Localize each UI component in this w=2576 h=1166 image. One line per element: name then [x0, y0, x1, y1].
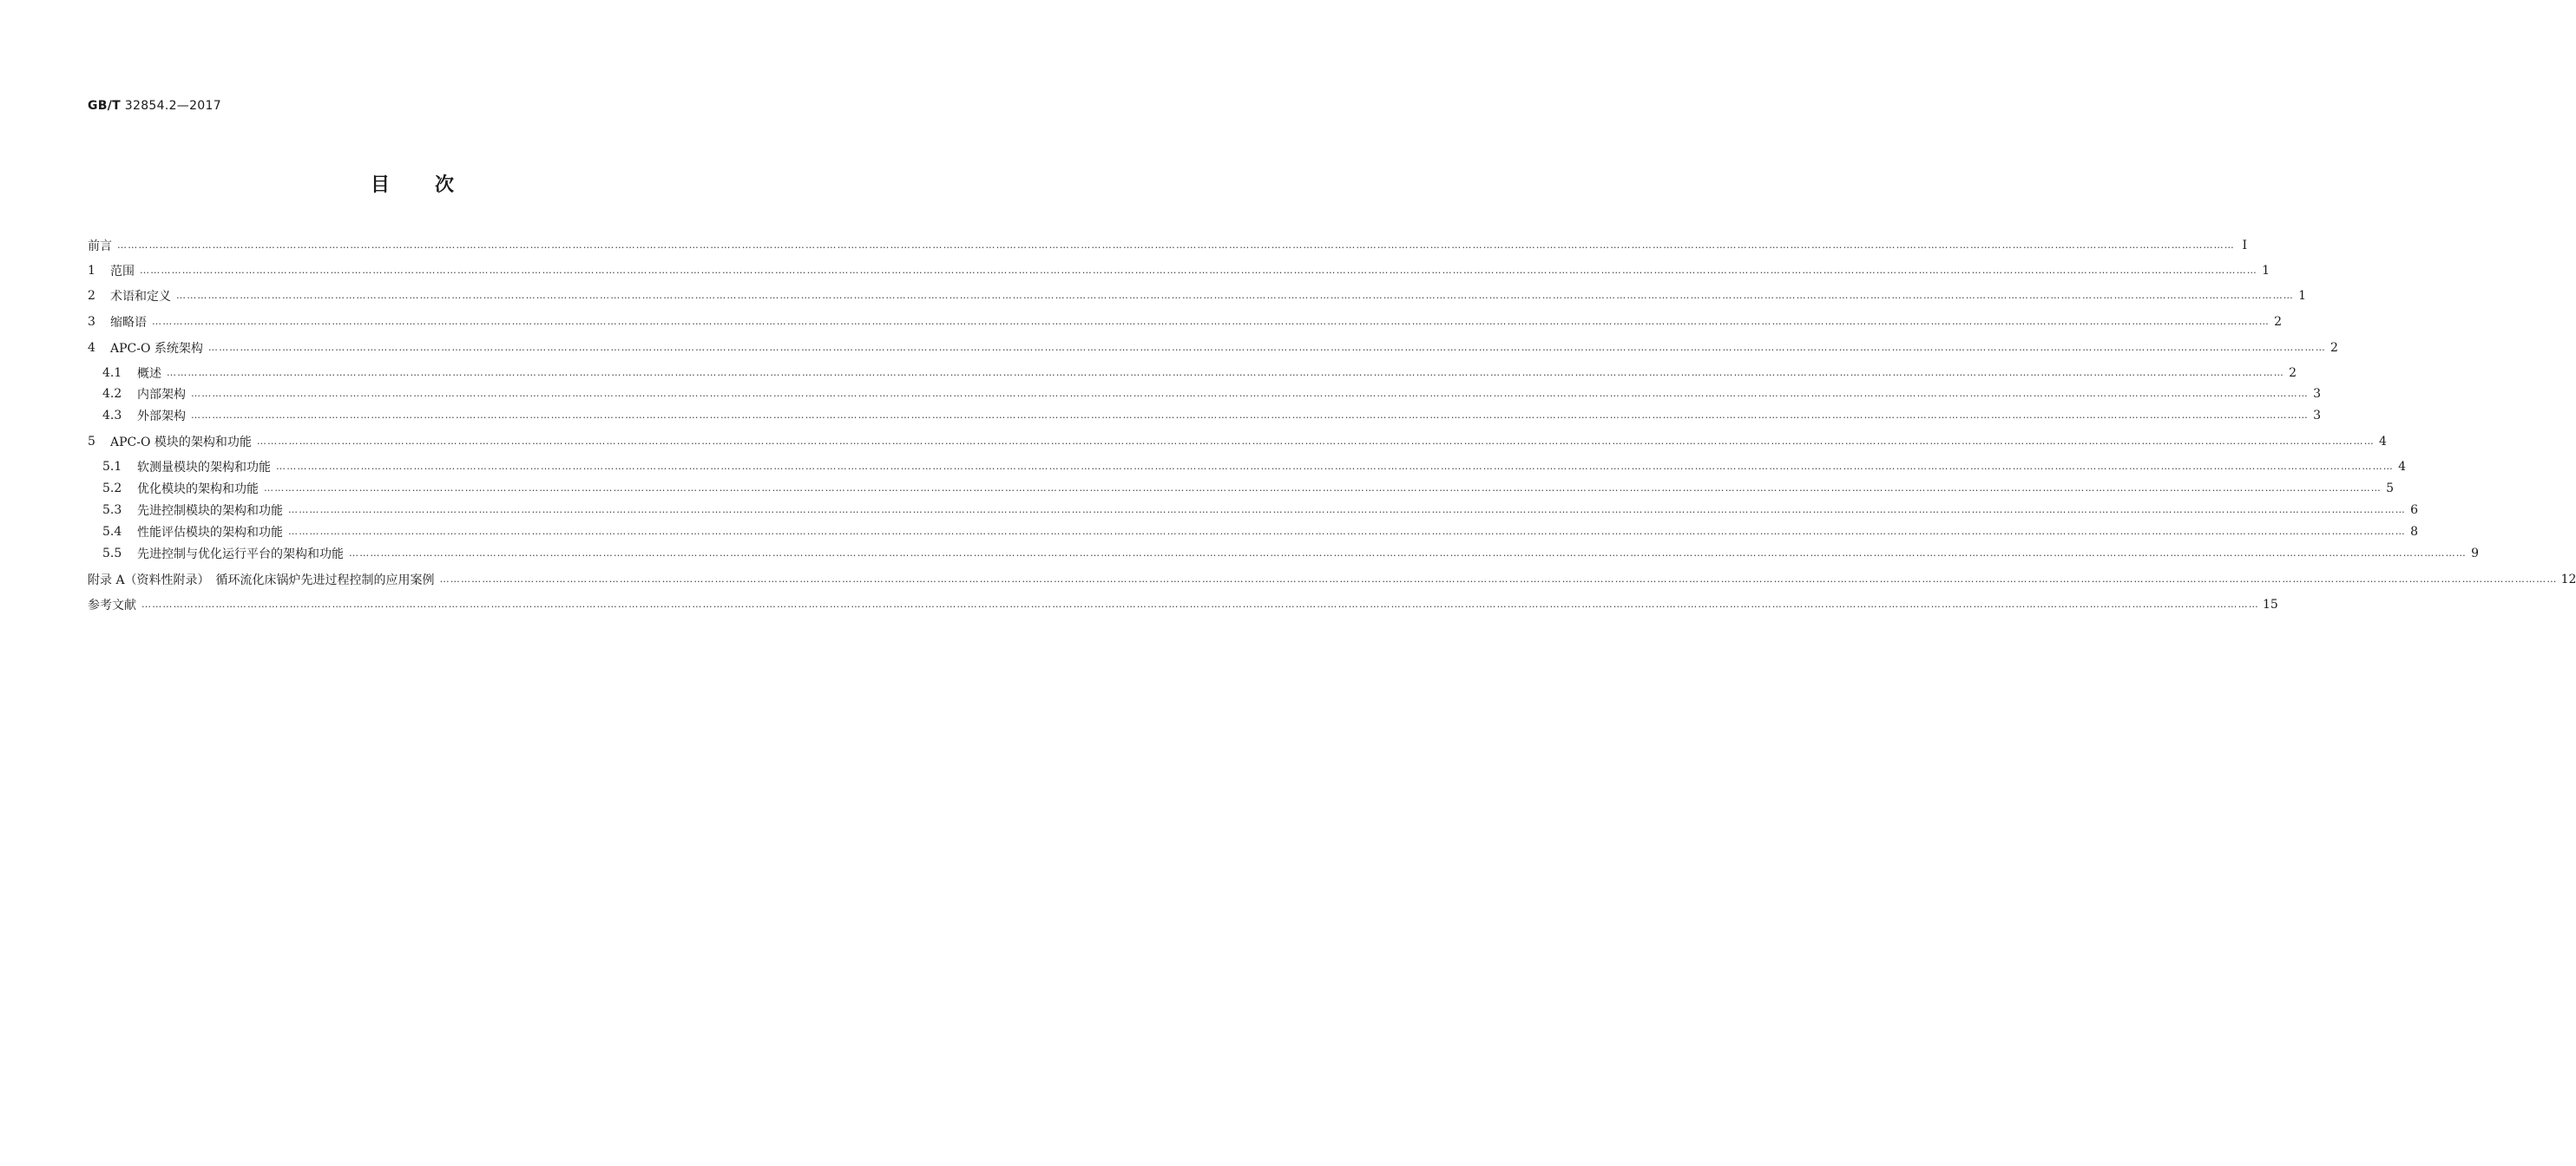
toc-entry[interactable] [88, 570, 2576, 589]
toc-leader-dots: …………………………………………………………………………………………………………………………………………………………………………………………………………………………………………………………………………………………………………………………………………………………………………………………………………………………………………………………………………………………………………………………………………………… [256, 436, 2375, 447]
toc-title [0, 170, 825, 197]
toc-entry-number: 3 [88, 315, 95, 329]
toc-entry-page: 3 [2313, 387, 2321, 401]
toc-entry-label: APC-O 系统架构 [110, 342, 203, 356]
toc-entry[interactable] [88, 286, 2306, 305]
toc-entry-number: 4.2 [102, 387, 122, 401]
toc-leader-dots: …………………………………………………………………………………………………………………………………………………………………………………………………………………………………………………………………………………………………………………………………………………………………………………………………………………………………………………………………………………………………………………………………………………… [167, 367, 2284, 378]
toc-entry-label: APC-O 模块的架构和功能 [110, 436, 252, 449]
toc-leader-dots: …………………………………………………………………………………………………………………………………………………………………………………………………………………………………………………………………………………………………………………………………………………………………………………………………………………………………………………………………………………………………………………………………………………… [439, 573, 2558, 585]
toc-entry[interactable] [102, 364, 2297, 383]
toc-leader-dots: …………………………………………………………………………………………………………………………………………………………………………………………………………………………………………………………………………………………………………………………………………………………………………………………………………………………………………………………………………………………………………………………………………………… [176, 290, 2294, 301]
toc-entry-page: 2 [2289, 366, 2297, 380]
toc-entry-label: 内部架构 [137, 388, 186, 402]
toc-entry[interactable] [88, 432, 2387, 451]
toc-entry-label: 先进控制与优化运行平台的架构和功能 [137, 547, 344, 561]
toc-entry[interactable] [88, 595, 2278, 614]
toc-entry-number: 1 [88, 264, 95, 278]
toc-entry-label: 缩略语 [110, 316, 147, 330]
toc-title-char-1: 目 [370, 174, 390, 196]
toc-entry-page: 1 [2262, 264, 2270, 278]
toc-entry-page: 6 [2410, 503, 2418, 517]
toc-entry-page: 15 [2263, 598, 2278, 612]
toc-entry[interactable] [88, 338, 2338, 357]
toc-entry-number: 5.1 [102, 460, 122, 474]
toc-entry-number: 2 [88, 289, 95, 303]
toc-entry[interactable] [88, 236, 2247, 255]
standard-number: 32854.2—2017 [124, 99, 221, 113]
toc-leader-dots: …………………………………………………………………………………………………………………………………………………………………………………………………………………………………………………………………………………………………………………………………………………………………………………………………………………………………………………………………………………………………………………………………………………… [264, 482, 2382, 494]
toc-entry-page: 4 [2398, 460, 2406, 474]
toc-entry-page: 3 [2313, 409, 2321, 423]
toc-entry-number: 5.4 [102, 525, 122, 539]
toc-entry-page: 9 [2471, 547, 2479, 560]
toc-entry-page: 4 [2378, 435, 2387, 449]
toc-leader-dots: …………………………………………………………………………………………………………………………………………………………………………………………………………………………………………………………………………………………………………………………………………………………………………………………………………………………………………………………………………………………………………………………………………………… [349, 547, 2467, 559]
toc-leader-dots: …………………………………………………………………………………………………………………………………………………………………………………………………………………………………………………………………………………………………………………………………………………………………………………………………………………………………………………………………………………………………………………………………………………… [141, 599, 2259, 610]
toc-entry-label: 先进控制模块的架构和功能 [137, 504, 283, 518]
toc-entry[interactable] [102, 457, 2406, 476]
toc-entry[interactable] [102, 406, 2321, 425]
toc-entry[interactable] [102, 501, 2418, 520]
toc-entry-label: 性能评估模块的架构和功能 [137, 526, 283, 540]
toc-title-char-2: 次 [435, 174, 455, 196]
toc-entry-label: 术语和定义 [110, 290, 171, 304]
toc-entry-label: 概述 [137, 367, 161, 381]
toc-entry-page: Ⅰ [2242, 239, 2247, 252]
toc-entry-label: 前言 [88, 239, 112, 253]
toc-entry-number: 4 [88, 341, 95, 355]
toc-entry[interactable] [102, 479, 2394, 498]
toc-entry-number: 5.3 [102, 503, 122, 517]
toc-entry-label: 参考文献 [88, 599, 136, 612]
toc-entry-number: 5 [88, 435, 95, 449]
toc-leader-dots: …………………………………………………………………………………………………………………………………………………………………………………………………………………………………………………………………………………………………………………………………………………………………………………………………………………………………………………………………………………………………………………………………………………… [191, 409, 2309, 421]
toc-entry-page: 12 [2560, 573, 2576, 586]
toc-leader-dots: …………………………………………………………………………………………………………………………………………………………………………………………………………………………………………………………………………………………………………………………………………………………………………………………………………………………………………………………………………………………………………………………………………………… [288, 504, 2406, 515]
toc-entry[interactable] [102, 384, 2321, 403]
standard-code [88, 99, 221, 113]
standard-prefix: GB/T [88, 99, 122, 113]
toc-entry-number: 4.3 [102, 409, 122, 423]
toc-entry-label: 软测量模块的架构和功能 [137, 461, 271, 475]
toc-entry-number: 5.5 [102, 547, 122, 560]
toc-entry-label: 优化模块的架构和功能 [137, 482, 259, 496]
toc-entry-number: 4.1 [102, 366, 122, 380]
toc-entry-label: 外部架构 [137, 409, 186, 423]
toc-leader-dots: …………………………………………………………………………………………………………………………………………………………………………………………………………………………………………………………………………………………………………………………………………………………………………………………………………………………………………………………………………………………………………………………………………………… [152, 316, 2270, 327]
toc-leader-dots: …………………………………………………………………………………………………………………………………………………………………………………………………………………………………………………………………………………………………………………………………………………………………………………………………………………………………………………………………………………………………………………………………………………… [207, 342, 2326, 353]
toc-entry-label: 附录 A（资料性附录） 循环流化床锅炉先进过程控制的应用案例 [88, 573, 435, 587]
toc-entry[interactable] [88, 312, 2282, 331]
toc-entry-label: 范围 [110, 265, 135, 278]
toc-leader-dots: …………………………………………………………………………………………………………………………………………………………………………………………………………………………………………………………………………………………………………………………………………………………………………………………………………………………………………………………………………………………………………………………………………………… [191, 388, 2309, 399]
toc-entry-page: 2 [2274, 315, 2282, 329]
toc-entry-number: 5.2 [102, 481, 122, 495]
toc-leader-dots: …………………………………………………………………………………………………………………………………………………………………………………………………………………………………………………………………………………………………………………………………………………………………………………………………………………………………………………………………………………………………………………………………………………… [276, 461, 2394, 472]
toc-entry-page: 8 [2410, 525, 2418, 539]
toc-leader-dots: …………………………………………………………………………………………………………………………………………………………………………………………………………………………………………………………………………………………………………………………………………………………………………………………………………………………………………………………………………………………………………………………………………………… [288, 526, 2406, 537]
toc-leader-dots: …………………………………………………………………………………………………………………………………………………………………………………………………………………………………………………………………………………………………………………………………………………………………………………………………………………………………………………………………………………………………………………………………………………… [117, 239, 2235, 251]
toc-entry[interactable] [102, 522, 2418, 541]
toc-entry[interactable] [102, 544, 2479, 563]
toc-entry[interactable] [88, 261, 2270, 280]
toc-entry-page: 2 [2330, 341, 2338, 355]
toc-leader-dots: …………………………………………………………………………………………………………………………………………………………………………………………………………………………………………………………………………………………………………………………………………………………………………………………………………………………………………………………………………………………………………………………………………………… [140, 265, 2257, 276]
toc-entry-page: 5 [2386, 481, 2394, 495]
toc-entry-page: 1 [2298, 289, 2306, 303]
